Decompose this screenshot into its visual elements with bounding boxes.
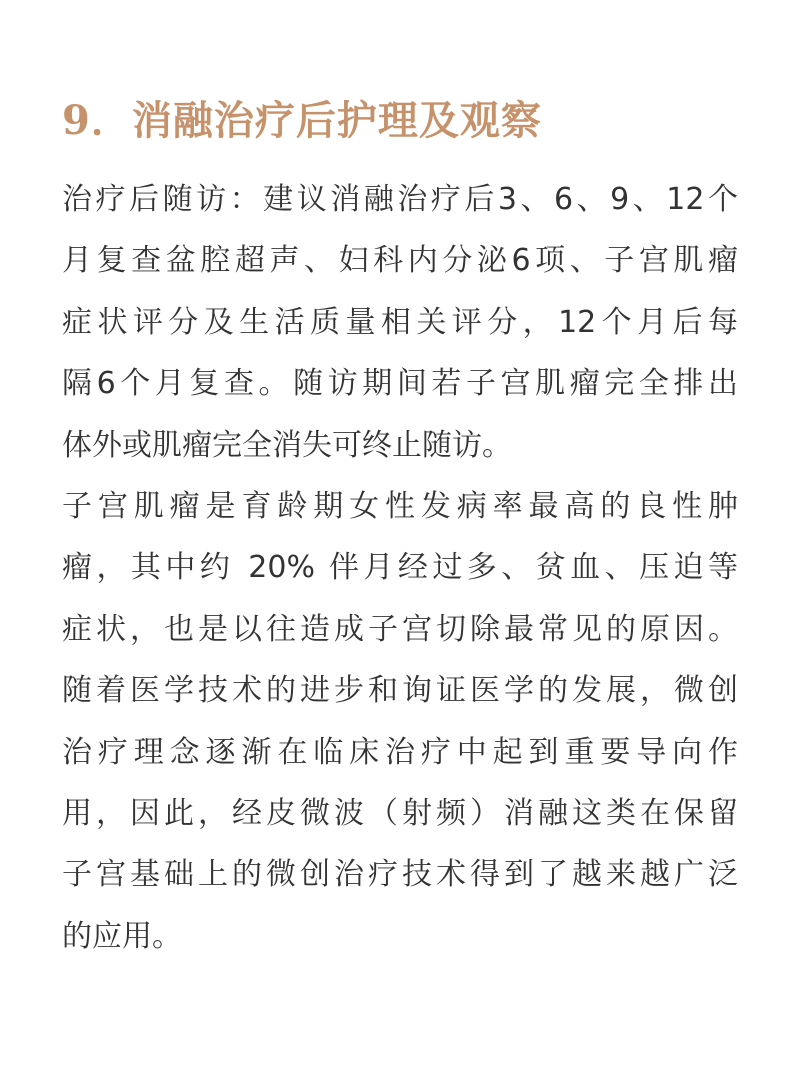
text-line: 症状评分及生活质量相关评分，12个月后每 bbox=[62, 304, 738, 340]
text-line: 瘤，其中约 20% 伴月经过多、贫血、压迫等 bbox=[62, 550, 738, 586]
text-line-paragraph-end: 体外或肌瘤完全消失可终止随访。 bbox=[62, 427, 512, 463]
text-line: 用，因此，经皮微波（射频）消融这类在保留 bbox=[62, 795, 738, 831]
text-line: 子宫基础上的微创治疗技术得到了越来越广泛 bbox=[62, 857, 738, 893]
text-line: 随着医学技术的进步和询证医学的发展，微创 bbox=[62, 673, 738, 709]
text-line: 症状，也是以往造成子宫切除最常见的原因。 bbox=[62, 611, 738, 647]
text-line: 治疗理念逐渐在临床治疗中起到重要导向作 bbox=[62, 734, 738, 770]
text-line: 子宫肌瘤是育龄期女性发病率最高的良性肿 bbox=[62, 488, 738, 524]
text-line: 隔6个月复查。随访期间若子宫肌瘤完全排出 bbox=[62, 366, 738, 402]
article-body bbox=[62, 169, 738, 967]
text-line: 月复查盆腔超声、妇科内分泌6项、子宫肌瘤 bbox=[62, 243, 738, 279]
text-line-paragraph-end: 的应用。 bbox=[62, 918, 182, 954]
section-title: 9．消融治疗后护理及观察 bbox=[62, 96, 542, 144]
text-line: 治疗后随访：建议消融治疗后3、6、9、12个 bbox=[62, 182, 738, 217]
